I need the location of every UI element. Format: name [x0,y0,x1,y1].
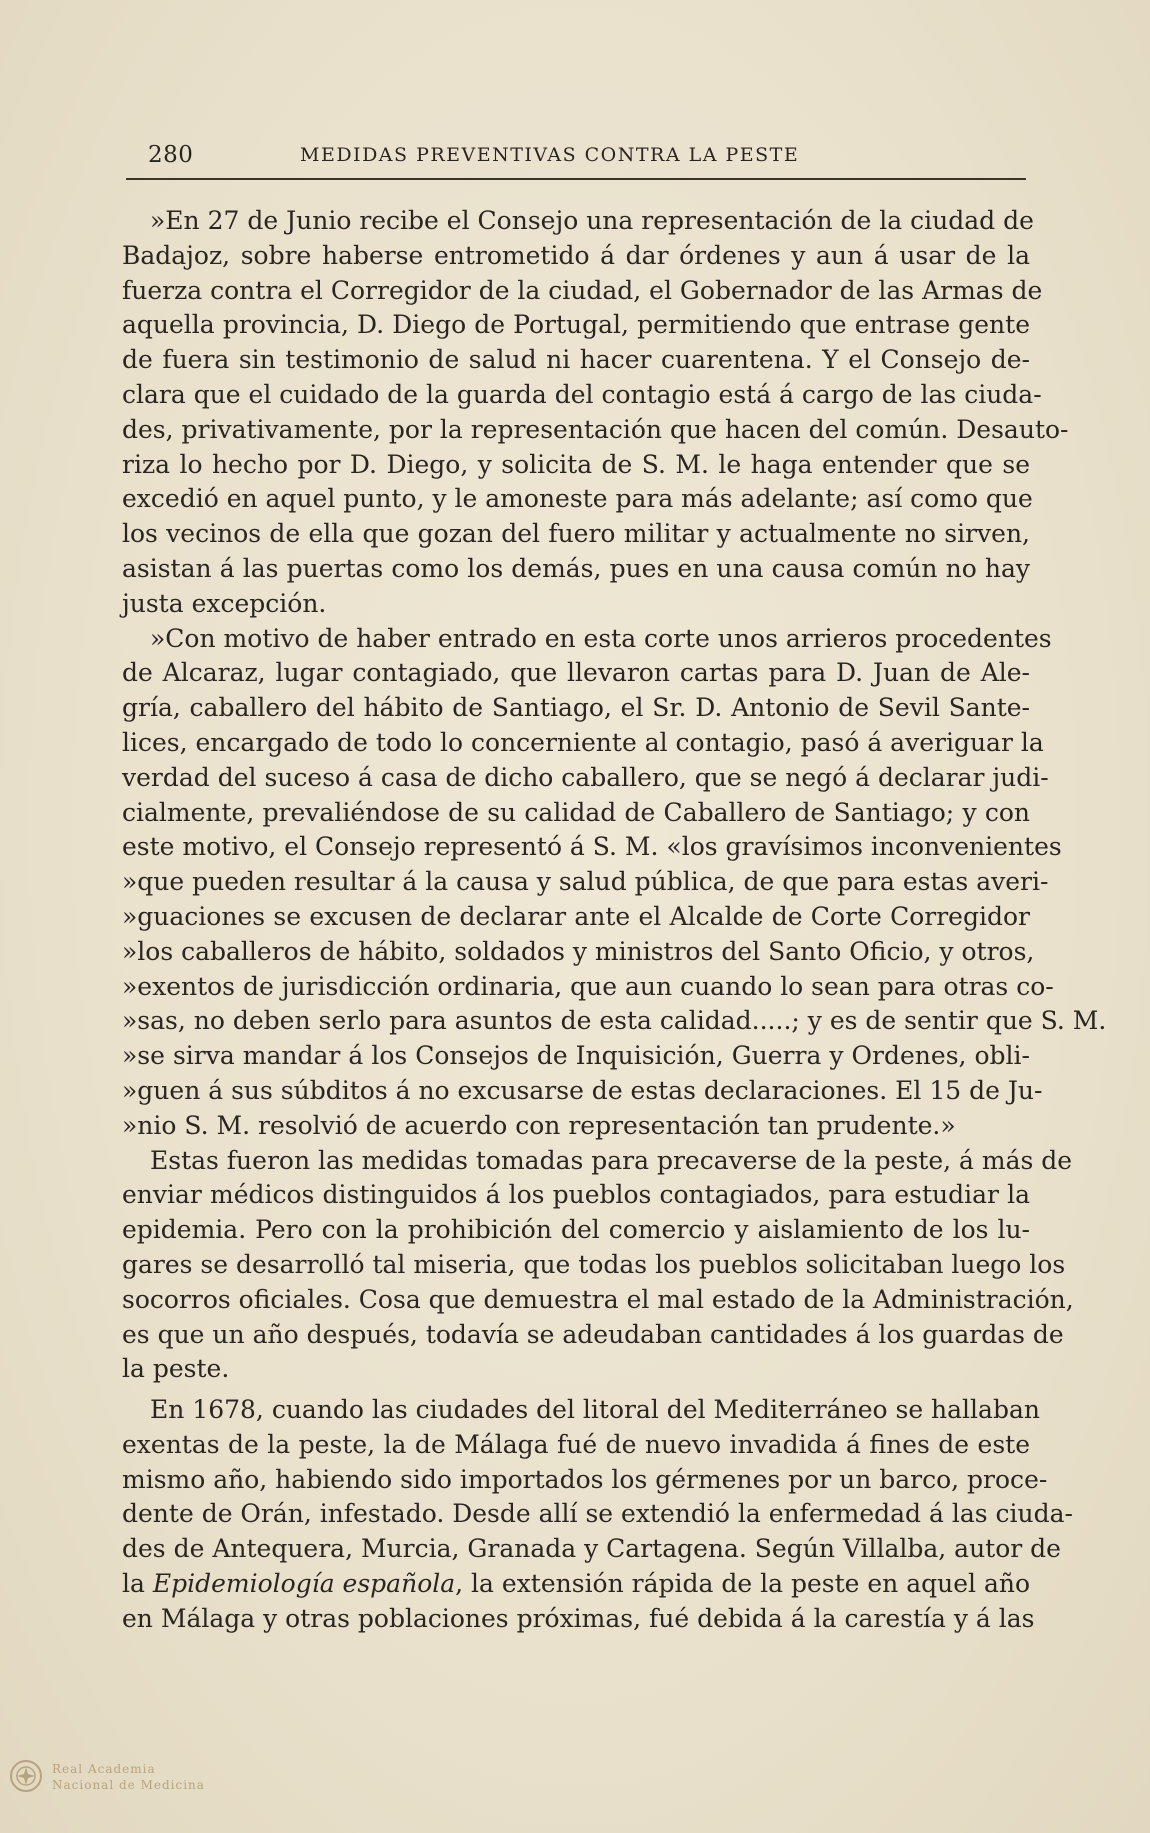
running-title: MEDIDAS PREVENTIVAS CONTRA LA PESTE [300,144,800,166]
body-text [122,204,1107,1637]
text-line: cialmente, prevaliéndose de su calidad de Caballero de Santiago; y con [122,797,1030,827]
text-line: »exentos de jurisdicción ordinaria, que aun cuando lo sean para otras co- [122,971,1054,1001]
text-line: gares se desarrolló tal miseria, que todas los pueblos solicitaban luego los [122,1249,1066,1279]
text-line: »que pueden resultar á la causa y salud pública, de que para estas averi- [122,867,1049,897]
text-line: »nio S. M. resolvió de acuerdo con representación tan prudente.» [122,1110,956,1140]
text-line: epidemia. Pero con la prohibición del comercio y aislamiento de los lu- [122,1215,1030,1245]
text-line-with-italic: la Epidemiología española, la extensión rápida de la peste en aquel año [122,1569,1031,1599]
text-line: »guen á sus súbditos á no excusarse de estas declaraciones. El 15 de Ju- [122,1075,1043,1105]
text-line: riza lo hecho por D. Diego, y solicita de S. M. le haga entender que se [122,449,1030,479]
page-number: 280 [148,142,194,168]
text-line: fuerza contra el Corregidor de la ciudad, el Gobernador de las Armas de [122,275,1043,305]
text-line: »guaciones se excusen de declarar ante el Alcalde de Corte Corregidor [122,901,1030,931]
text-line: »se sirva mandar á los Consejos de Inquisición, Guerra y Ordenes, obli- [122,1041,1030,1071]
text-line: exentas de la peste, la de Málaga fué de nuevo invadida á fines de este [122,1429,1030,1459]
text-line: los vecinos de ella que gozan del fuero militar y actualmente no sirven, [122,519,1030,549]
text-line: aquella provincia, D. Diego de Portugal, permitiendo que entrase gente [122,310,1030,340]
text-line: justa excepción. [122,588,327,618]
text-line: des, privativamente, por la representación que hacen del común. Desauto- [122,414,1069,444]
text-line: mismo año, habiendo sido importados los gérmenes por un barco, proce- [122,1464,1048,1494]
watermark-line-1: Real Academia [52,1762,156,1776]
text-line: socorros oficiales. Cosa que demuestra el mal estado de la Administración, [122,1284,1074,1314]
text-line: de Alcaraz, lugar contagiado, que llevaron cartas para D. Juan de Ale- [122,658,1030,688]
text-line: de fuera sin testimonio de salud ni hacer cuarentena. Y el Consejo de- [122,345,1030,375]
text-line: En 1678, cuando las ciudades del litoral del Mediterráneo se hallaban [150,1395,1040,1425]
academy-watermark [8,1758,218,1828]
text-line: »los caballeros de hábito, soldados y ministros del Santo Oficio, y otros, [122,936,1035,966]
text-line: dente de Orán, infestado. Desde allí se extendió la enfermedad á las ciuda- [122,1499,1073,1529]
text-line: la peste. [122,1354,230,1384]
text-line: »sas, no deben serlo para asuntos de esta calidad.....; y es de sentir que S. M. [122,1006,1107,1036]
seal-icon [8,1758,44,1794]
text-line: lices, encargado de todo lo concerniente al contagio, pasó á averiguar la [122,727,1044,757]
text-line: des de Antequera, Murcia, Granada y Cartagena. Según Villalba, autor de [122,1534,1061,1564]
text-line: enviar médicos distinguidos á los pueblos contagiados, para estudiar la [122,1180,1030,1210]
watermark-line-2: Nacional de Medicina [52,1778,205,1792]
text-line: gría, caballero del hábito de Santiago, el Sr. D. Antonio de Sevil Sante- [122,693,1030,723]
text-line: verdad del suceso á casa de dicho caballero, que se negó á declarar judi- [122,762,1049,792]
text-line: asistan á las puertas como los demás, pues en una causa común no hay [122,553,1030,583]
page-header [126,138,1026,180]
text-line: »Con motivo de haber entrado en esta corte unos arrieros procedentes [150,623,1052,653]
text-line: en Málaga y otras poblaciones próximas, fué debida á la carestía y á las [122,1603,1035,1633]
text-line: Badajoz, sobre haberse entrometido á dar órdenes y aun á usar de la [122,240,1030,270]
text-line: este motivo, el Consejo representó á S. M. «los gravísimos inconvenientes [122,832,1062,862]
text-line: Estas fueron las medidas tomadas para precaverse de la peste, á más de [150,1145,1073,1175]
book-title: Epidemiología española [152,1569,456,1599]
text-line: excedió en aquel punto, y le amoneste para más adelante; así como que [122,484,1033,514]
text-line: es que un año después, todavía se adeudaban cantidades á los guardas de [122,1319,1064,1349]
text-line: clara que el cuidado de la guarda del contagio está á cargo de las ciuda- [122,379,1042,409]
text-line: »En 27 de Junio recibe el Consejo una representación de la ciudad de [150,206,1034,235]
